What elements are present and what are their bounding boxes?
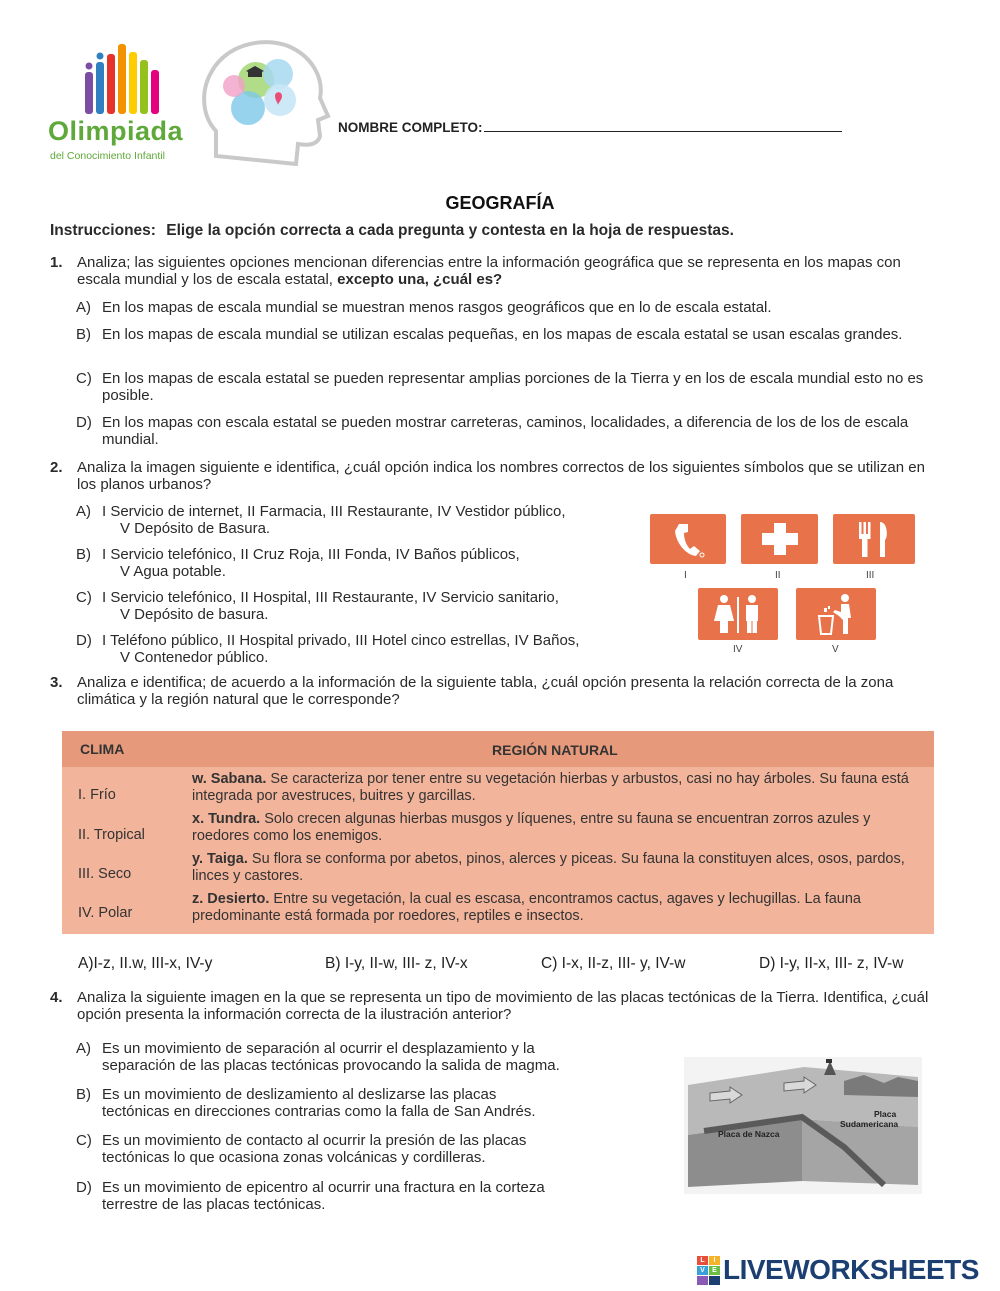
phone-symbol-icon — [650, 514, 726, 564]
question-3: 3. Analiza e identifica; de acuerdo a la información de la siguiente tabla, ¿cuál opción presenta la relación correcta de la zona climática y la región natural que le corresponde? — [50, 674, 894, 708]
trash-symbol-icon — [796, 588, 876, 640]
q4-option-a[interactable]: A) Es un movimiento de separación al ocurrir el desplazamiento y la separación de las placas tectónicas provocando la salida de magma. — [76, 1040, 560, 1074]
table-cell-clima: I. Frío — [78, 787, 116, 803]
question-text: Analiza; las siguientes opciones mencionan diferencias entre la información geográfica que se representa en los mapas con escala mundial y los de escala estatal, excepto una, ¿cuál es? — [77, 254, 901, 288]
table-header — [62, 731, 934, 767]
instructions — [50, 222, 734, 240]
q3-option-d[interactable]: D) I-y, II-x, III- z, IV-w — [759, 955, 904, 972]
nazca-label: Placa de Nazca — [718, 1129, 780, 1139]
name-input-line[interactable] — [484, 118, 842, 132]
symbol-label-5: V — [832, 644, 839, 655]
q4-option-d[interactable]: D) Es un movimiento de epicentro al ocurrir una fractura en la corteza terrestre de las placas tectónicas. — [76, 1179, 545, 1213]
subject-title: GEOGRAFÍA — [445, 193, 555, 213]
table-cell-clima: III. Seco — [78, 866, 132, 882]
urban-symbols — [646, 514, 926, 659]
symbol-label-2: II — [775, 570, 781, 581]
fork-knife-symbol-icon — [833, 514, 915, 564]
q3-option-b[interactable]: B) I-y, II-w, III- z, IV-x — [325, 955, 468, 972]
head-profile-illustration — [198, 36, 333, 166]
q1-option-b[interactable]: B) En los mapas de escala mundial se utilizan escalas pequeñas, en los mapas de escala estatal se usan escalas grandes. — [76, 326, 903, 343]
table-cell-region: z. Desierto. Entre su vegetación, la cual es escasa, encontramos cactus, agaves y lechugillas. La fauna predominante está formada por roedores, reptiles e insectos. — [192, 891, 861, 924]
q3-option-a[interactable]: A)I-z, II.w, III-x, IV-y — [78, 955, 213, 972]
book-bars-icon — [83, 40, 173, 115]
q1-option-a[interactable]: A) En los mapas de escala mundial se muestran menos rasgos geográficos que en lo de escala estatal. — [76, 299, 772, 316]
col-clima: CLIMA — [80, 741, 125, 757]
table-cell-clima: II. Tropical — [78, 827, 145, 843]
question-2: 2. Analiza la imagen siguiente e identifica, ¿cuál opción indica los nombres correctos de los siguientes símbolos que se utilizan en los planos urbanos? — [50, 459, 925, 493]
q3-option-c[interactable]: C) I-x, II-z, III- y, IV-w — [541, 955, 686, 972]
symbol-label-3: III — [866, 570, 875, 581]
name-label: NOMBRE COMPLETO: — [338, 120, 483, 135]
sudamericana-label: Sudamericana — [840, 1119, 899, 1129]
table-cell-region: y. Taiga. Su flora se conforma por abetos, pinos, alerces y piceas. Su fauna la constituyen alces, osos, pardos, linces y castores. — [192, 851, 905, 884]
name-field — [338, 118, 842, 135]
q1-option-d[interactable]: D) En los mapas con escala estatal se pueden mostrar carreteras, caminos, localidades, a diferencia de los de los de escala mundial. — [76, 414, 909, 448]
q2-option-b[interactable]: B) I Servicio telefónico, II Cruz Roja, III Fonda, IV Baños públicos, V Agua potable. — [76, 546, 520, 580]
cross-symbol-icon — [741, 514, 818, 564]
brand-logo-icon: L I V E — [697, 1256, 719, 1284]
restroom-symbol-icon — [698, 588, 778, 640]
q2-option-a[interactable]: A) I Servicio de internet, II Farmacia, III Restaurante, IV Vestidor público, V Depósito de Basura. — [76, 503, 566, 537]
tectonic-plates-illustration — [684, 1057, 922, 1194]
logo-title: Olimpiada — [48, 116, 184, 146]
table-cell-region: x. Tundra. Solo crecen algunas hierbas musgos y líquenes, entre su fauna se encuentran zorros azules y roedores como los enemigos. — [192, 811, 871, 844]
q2-option-d[interactable]: D) I Teléfono público, II Hospital privado, III Hotel cinco estrellas, IV Baños, V Contenedor público. — [76, 632, 580, 666]
question-1 — [50, 254, 935, 288]
q4-option-c[interactable]: C) Es un movimiento de contacto al ocurrir la presión de las placas tectónicas lo que ocasiona zonas volcánicas y cordilleras. — [76, 1132, 527, 1166]
placa-label: Placa — [874, 1109, 897, 1119]
instructions-text: Elige la opción correcta a cada pregunta y contesta en la hoja de respuestas. — [166, 222, 734, 239]
table-cell-region: w. Sabana. Se caracteriza por tener entre su vegetación hierbas y arbustos, casi no hay árboles. Su fauna está integrada por avestruces, buitres y garcillas. — [192, 771, 909, 804]
table-cell-clima: IV. Polar — [78, 905, 133, 921]
brand-text: LIVEWORKSHEETS — [723, 1254, 979, 1285]
q2-option-c[interactable]: C) I Servicio telefónico, II Hospital, III Restaurante, IV Servicio sanitario, V Depósito de basura. — [76, 589, 559, 623]
question-number: 1. — [50, 254, 63, 271]
q4-option-b[interactable]: B) Es un movimiento de deslizamiento al deslizarse las placas tectónicas en direcciones contrarias como la falla de San Andrés. — [76, 1086, 536, 1120]
question-4: 4. Analiza la siguiente imagen en la que se representa un tipo de movimiento de las placas tectónicas de la Tierra. Identifica, ¿cuál opción presenta la información correcta de la ilustración anterior? — [50, 989, 929, 1023]
symbol-label-4: IV — [733, 644, 743, 655]
q1-option-c[interactable]: C) En los mapas de escala estatal se pueden representar amplias porciones de la Tierra y en los de escala mundial esto no es posible. — [76, 370, 924, 404]
logo-subtitle: del Conocimiento Infantil — [50, 150, 165, 162]
symbol-label-1: I — [684, 570, 687, 581]
instructions-label: Instrucciones: — [50, 222, 156, 239]
col-region: REGIÓN NATURAL — [492, 742, 618, 758]
climate-table — [62, 731, 934, 934]
olimpiada-logo — [48, 40, 208, 165]
liveworksheets-brand — [697, 1254, 979, 1286]
